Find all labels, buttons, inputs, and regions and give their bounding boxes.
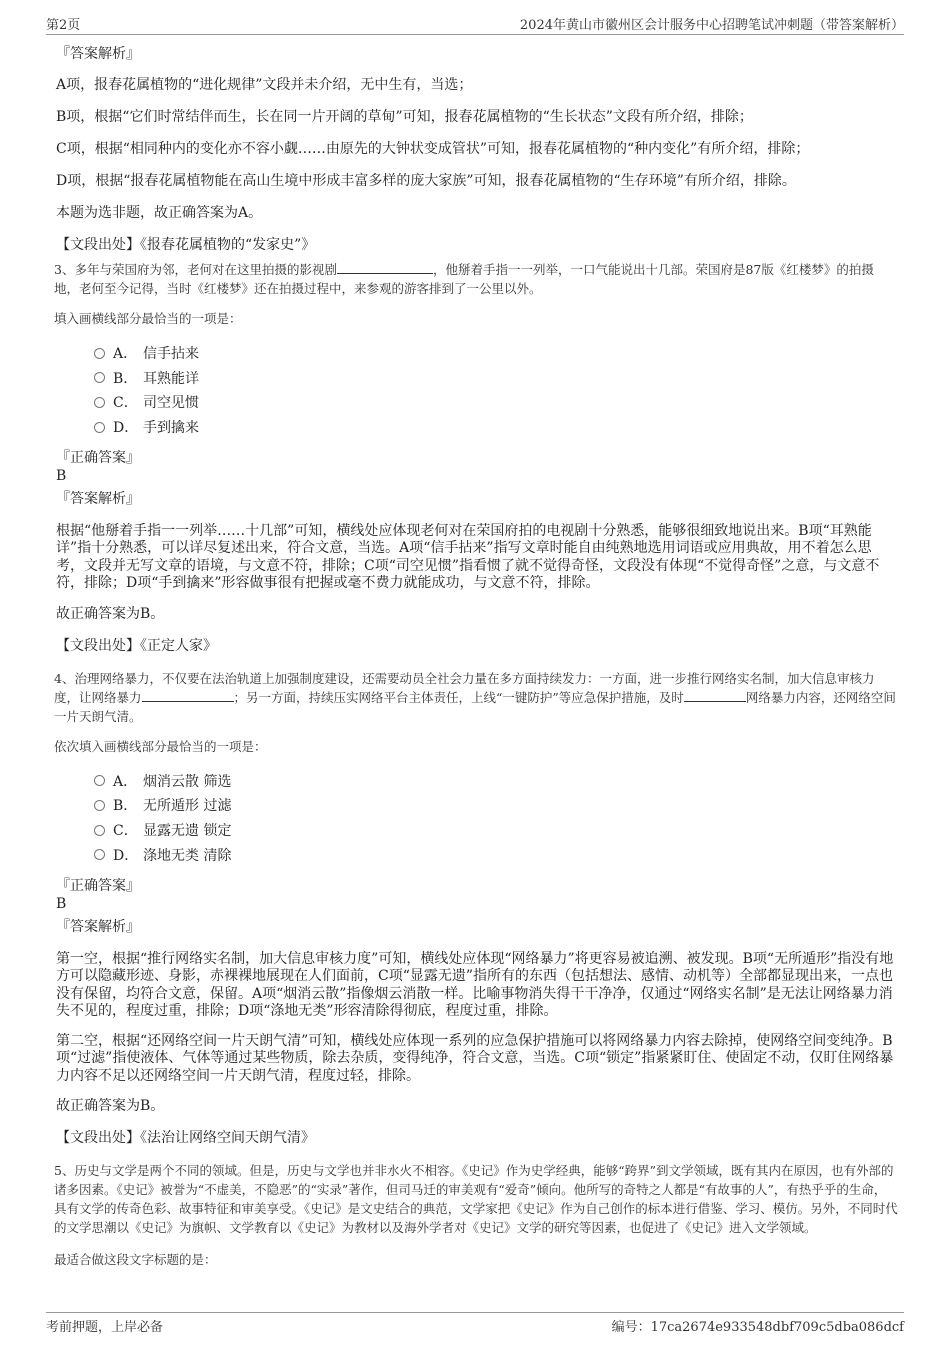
- page-footer: [46, 1312, 904, 1336]
- option-b[interactable]: B． 耳熟能详: [94, 367, 898, 392]
- radio-icon[interactable]: [94, 422, 105, 433]
- answer-blank: [684, 689, 746, 702]
- document-title: 2024年黄山市徽州区会计服务中心招聘笔试冲刺题（带答案解析）: [519, 18, 904, 33]
- analysis-conclusion: 本题为选非题，故正确答案为A。: [56, 205, 263, 221]
- analysis-line-b: B项，根据“它们时常结伴而生，长在同一片开阔的草甸”可知，报春花属植物的“生长状态”文段有所介绍，排除；: [56, 109, 753, 125]
- footer-slogan: 考前押题，上岸必备: [46, 1320, 164, 1335]
- question-4-options: [94, 770, 898, 869]
- document-code: 编号：17ca2674e933548dbf709c5dba086dcf: [611, 1320, 904, 1335]
- page-header: [46, 14, 904, 35]
- question-3-analysis: 根据“他掰着手指一一列举……十几部”可知，横线处应体现老何对在荣国府拍的电视剧十分熟悉，能够很细致地说出来。B项“耳熟能详”指十分熟悉，可以详尽复述出来，符合文意，当选。A项“信手拈来”指写文章时能自由纯熟地选用词语或应用典故，用不着怎么思考，文段并无写文章的语境，与文意不符，排除；C项“司空见惯”指看惯了就不觉得奇怪，文段没有体现“不觉得奇怪”之意，与文意不符，排除；D项“手到擒来”形容做事很有把握或毫不费力就能成功，与文意不符，排除。: [56, 522, 880, 592]
- option-c[interactable]: C． 显露无遗 锁定: [94, 819, 898, 844]
- correct-answer-label: 『正确答案』: [56, 449, 140, 466]
- question-4-conclusion: 故正确答案为B。: [56, 1098, 165, 1114]
- question-3-stem: 3、多年与荣国府为邻，老何对在这里拍摄的影视剧 ，他掰着手指一一列举，一口气能说出十几部。荣国府是87版《红楼梦》的拍摄地，老何至今记得，当时《红楼梦》还在拍摄过程中，来参观的游客排到了一公里以外。: [54, 262, 874, 296]
- radio-icon[interactable]: [94, 825, 105, 836]
- option-b[interactable]: B． 无所遁形 过滤: [94, 794, 898, 819]
- question-5-stem: 5、历史与文学是两个不同的领域。但是，历史与文学也并非水火不相容。《史记》作为史学经典，能够“跨界”到文学领域，既有其内在原因，也有外部的诸多因素。《史记》被誉为“不虚美，不隐恶”的“实录”著作，但司马迁的审美观有“爱奇”倾向。他所写的奇特之人都是“有故事的人”，有热乎乎的生命，具有文学的传奇色彩、故事特征和审美享受。《史记》是文史结合的典范，文学家把《史记》作为自己创作的标本进行借鉴、学习、模仿。另外，不同时代的文学思潮以《史记》为旗帜、文学教育以《史记》为教材以及海外学者对《史记》文学的研究等因素，也促进了《史记》进入文学领域。: [54, 1163, 898, 1235]
- passage-source: 【文段出处】《报春花属植物的“发家史”》: [56, 237, 316, 253]
- option-d[interactable]: D． 手到擒来: [94, 416, 898, 441]
- analysis-line-d: D项，根据“报春花属植物能在高山生境中形成丰富多样的庞大家族”可知，报春花属植物的“生存环境”有所介绍，排除。: [56, 173, 796, 189]
- question-4-prompt: 依次填入画横线部分最恰当的一项是：: [54, 738, 267, 754]
- question-3-prompt: 填入画横线部分最恰当的一项是：: [54, 311, 242, 326]
- radio-icon[interactable]: [94, 397, 105, 408]
- passage-source: 【文段出处】《正定人家》: [56, 637, 217, 654]
- option-d[interactable]: D． 涤地无类 清除: [94, 844, 898, 869]
- correct-answer-value: B: [56, 467, 67, 484]
- question-4-stem: 4、治理网络暴力，不仅要在法治轨道上加强制度建设，还需要动员全社会力量在多方面持续发力：一方面，进一步推行网络实名制，加大信息审核力度，让网络暴力 ；另一方面，持续压实网络平台主体责任，上线“一键防护”等应急保护措施，及时 网络暴力内容，还网络空间一片天朗气清。: [54, 670, 896, 724]
- page-number: 第2页: [46, 18, 81, 33]
- analysis-line-a: A项，报春花属植物的“进化规律”文段并未介绍，无中生有，当选；: [56, 77, 473, 93]
- answer-blank: [337, 261, 433, 274]
- question-5-prompt: 最适合做这段文字标题的是：: [54, 1252, 217, 1267]
- analysis-line-c: C项，根据“相同种内的变化亦不容小觑……由原先的大钟状变成管状”可知，报春花属植物的“种内变化”有所介绍，排除；: [56, 141, 810, 157]
- radio-icon[interactable]: [94, 372, 105, 383]
- question-4-analysis-first-blank: 第一空，根据“推行网络实名制，加大信息审核力度”可知，横线处应体现“网络暴力”将更容易被追溯、被发现。B项“无所遁形”指没有地方可以隐藏形迹、身影，赤裸裸地展现在人们面前，C项“显露无遗”指所有的东西（包括想法、感情、动机等）全部都显现出来，一点也没有保留，均符合文意，保留。A项“烟消云散”指像烟云消散一样。比喻事物消失得干干净净，仅通过“网络实名制”是无法让网络暴力消失不见的，程度过重，排除；D项“涤地无类”形容清除得彻底，程度过重，排除。: [56, 950, 894, 1019]
- document-body: [56, 44, 898, 1283]
- radio-icon[interactable]: [94, 849, 105, 860]
- correct-answer-label: 『正确答案』: [56, 877, 140, 894]
- question-3-conclusion: 故正确答案为B。: [56, 605, 165, 622]
- question-3-options: [94, 342, 898, 441]
- analysis-label: 『答案解析』: [56, 46, 140, 62]
- question-4-analysis-second-blank: 第二空，根据“还网络空间一片天朗气清”可知，横线处应体现一系列的应急保护措施可以将网络暴力内容去除掉，使网络空间变纯净。B项“过滤”指使液体、气体等通过某些物质，除去杂质，变得纯净，符合文意，当选。C项“锁定”指紧紧盯住、使固定不动，仅盯住网络暴力内容不足以还网络空间一片天朗气清，程度过轻，排除。: [56, 1032, 894, 1084]
- option-a[interactable]: A． 烟消云散 筛选: [94, 770, 898, 795]
- radio-icon[interactable]: [94, 775, 105, 786]
- radio-icon[interactable]: [94, 800, 105, 811]
- passage-source: 【文段出处】《法治让网络空间天朗气清》: [56, 1130, 315, 1146]
- correct-answer-value: B: [56, 895, 67, 912]
- analysis-label: 『答案解析』: [56, 918, 140, 935]
- answer-blank: [142, 689, 234, 702]
- analysis-label: 『答案解析』: [56, 490, 140, 507]
- option-c[interactable]: C． 司空见惯: [94, 391, 898, 416]
- option-a[interactable]: A． 信手拈来: [94, 342, 898, 367]
- radio-icon[interactable]: [94, 348, 105, 359]
